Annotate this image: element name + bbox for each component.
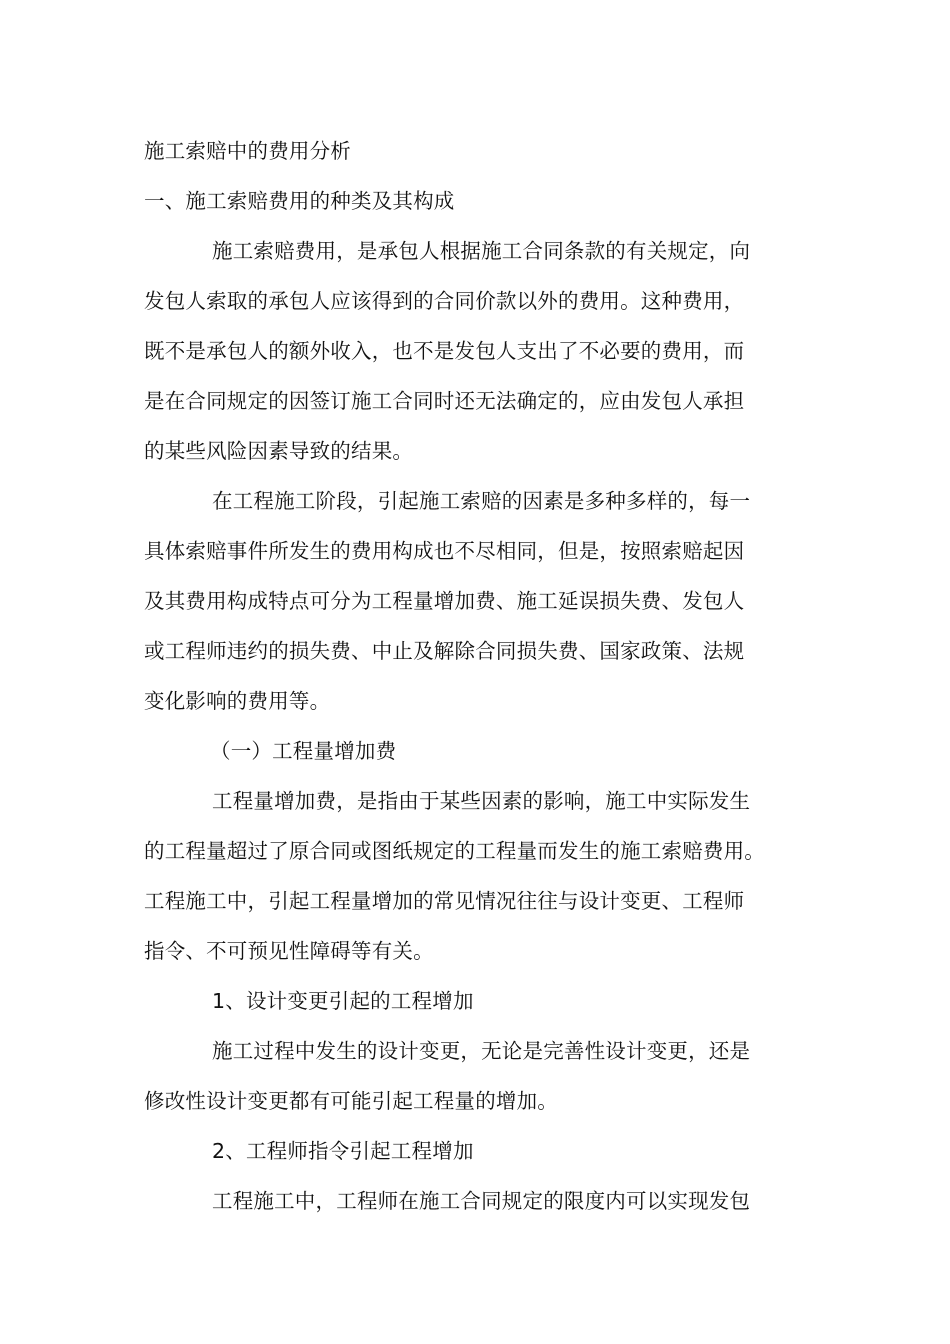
paragraph-line: 变化影响的费用等。 [144,689,331,713]
paragraph-line: 修改性设计变更都有可能引起工程量的增加。 [144,1089,558,1113]
paragraph-line: 是在合同规定的因签订施工合同时还无法确定的，应由发包人承担 [144,389,745,413]
item-heading: 1、设计变更引起的工程增加 [212,989,474,1013]
paragraph-line: 指令、不可预见性障碍等有关。 [144,939,434,963]
paragraph-line: 或工程师违约的损失费、中止及解除合同损失费、国家政策、法规 [144,639,745,663]
item-heading: 2、工程师指令引起工程增加 [212,1139,474,1163]
paragraph-line: 工程量增加费，是指由于某些因素的影响，施工中实际发生 [212,789,751,813]
document-page [144,126,824,1226]
subsection-heading: （一）工程量增加费 [210,739,397,763]
paragraph-line: 既不是承包人的额外收入，也不是发包人支出了不必要的费用，而 [144,339,745,363]
paragraph-line: 工程施工中，工程师在施工合同规定的限度内可以实现发包 [212,1189,751,1213]
section-heading: 一、施工索赔费用的种类及其构成 [144,189,455,213]
paragraph-line: 施工过程中发生的设计变更，无论是完善性设计变更，还是 [212,1039,751,1063]
paragraph-line: 发包人索取的承包人应该得到的合同价款以外的费用。这种费用， [144,289,745,313]
document-title: 施工索赔中的费用分析 [144,139,351,163]
paragraph-line: 具体索赔事件所发生的费用构成也不尽相同，但是，按照索赔起因 [144,539,745,563]
paragraph-line: 施工索赔费用，是承包人根据施工合同条款的有关规定，向 [212,239,751,263]
paragraph-line: 的工程量超过了原合同或图纸规定的工程量而发生的施工索赔费用。 [144,839,765,863]
paragraph-line: 的某些风险因素导致的结果。 [144,439,414,463]
paragraph-line: 工程施工中，引起工程量增加的常见情况往往与设计变更、工程师 [144,889,745,913]
paragraph-line: 在工程施工阶段，引起施工索赔的因素是多种多样的，每一 [212,489,751,513]
paragraph-line: 及其费用构成特点可分为工程量增加费、施工延误损失费、发包人 [144,589,745,613]
